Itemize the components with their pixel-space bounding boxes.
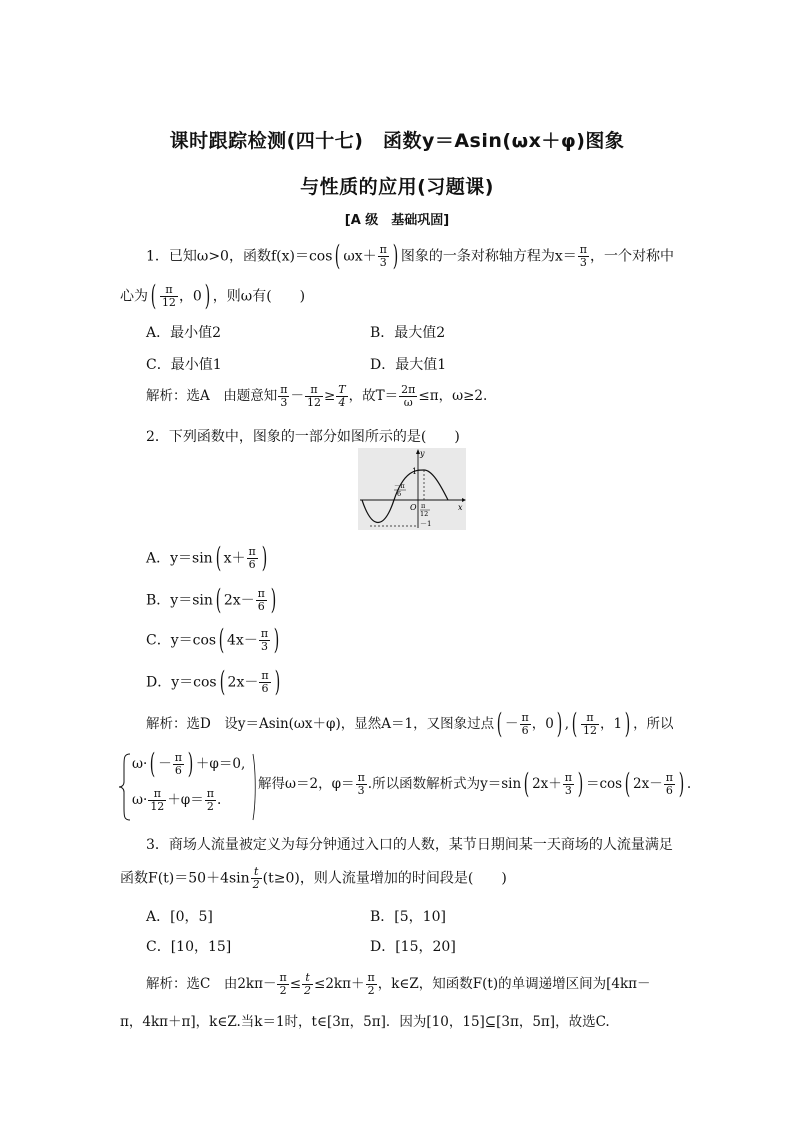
right-tick-den: 12 xyxy=(420,510,429,518)
q3-option-c: C．[10，15] xyxy=(146,939,232,955)
q3-line2: 函数F(t)＝50＋4sin $\frac{t}{2}$ (t≥0)，则人流量增加的时间段是( ) xyxy=(120,865,507,892)
q2-option-d: D．y＝cos( 2x－ $\frac{\pi}{6}$ ) xyxy=(146,665,280,699)
page-subtitle: 与性质的应用(习题课) xyxy=(300,176,494,198)
right-tick-num: π xyxy=(421,502,426,510)
q1-text: ，则ω有( ) xyxy=(212,288,306,305)
q1-option-b: B．最大值2 xyxy=(370,325,446,341)
y-label: y xyxy=(420,449,425,458)
q2-stem: 2．下列函数中，图象的一部分如图所示的是( ) xyxy=(146,429,460,445)
q1-line2: 心为( $\frac{\pi}{12}$ ，0) ，则ω有( ) xyxy=(120,279,306,313)
sine-graph-figure xyxy=(358,448,466,530)
q1-option-a: A．最小值2 xyxy=(146,325,222,341)
q1-text: ωx＋ xyxy=(343,248,377,265)
q3-option-a: A．[0，5] xyxy=(146,909,213,925)
system-brace xyxy=(118,752,132,822)
q1-text: ，0 xyxy=(178,288,202,305)
q3-solution-line1: 解析：选C 由2kπ－ $\frac{\pi}{2}$ ≤ $\frac{t}{2}$ ≤2kπ＋ $\frac{\pi}{2}$ ，k∈Z，知函数F(t)的单调递增区间为[4kπ－ xyxy=(146,971,651,998)
section-level: [A 级 基础巩固] xyxy=(344,213,450,228)
sol-text: ≤π，ω≥2. xyxy=(418,388,488,405)
left-tick-num: －π xyxy=(394,482,405,490)
fraction: $\frac{T}{4}$ xyxy=(338,383,346,410)
q1-option-d: D．最大值1 xyxy=(370,357,447,373)
q1-text: 1．已知ω>0，函数f(x)＝cos xyxy=(146,248,333,265)
top-label: 1 xyxy=(412,467,418,476)
fraction: $\frac{\pi}{3}$ xyxy=(280,383,288,410)
system-eq2: ω· $\frac{\pi}{12}$ ＋φ＝ $\frac{\pi}{2}$ . xyxy=(132,787,222,814)
sol-text: 解析：选A 由题意知 xyxy=(146,388,278,405)
q1-option-c: C．最小值1 xyxy=(146,357,222,373)
q2-solution-line2: 解得ω＝2，φ＝ $\frac{\pi}{3}$ .所以函数解析式为y＝sin( 2x＋ $\frac{\pi}{3}$ ) ＝cos( 2x－ $\frac{\pi}{6}$ ) . xyxy=(258,767,692,801)
q1-solution xyxy=(146,384,706,409)
x-label: x xyxy=(458,503,463,512)
fraction: $\frac{\pi}{12}$ xyxy=(161,283,176,310)
fraction: $\frac{2\pi}{\omega}$ xyxy=(401,383,416,410)
left-tick-den: 6 xyxy=(397,490,402,498)
q2-solution-line1: 解析：选D 设y＝Asin(ωx＋φ)，显然A＝1，又图象过点( － $\frac{\pi}{6}$ ，0) ,( $\frac{\pi}{12}$ ，1) ，所以 xyxy=(146,707,674,741)
q1-line1: 1．已知ω>0，函数f(x)＝cos( ωx＋ $\frac{\pi}{3}$ ) 图象的一条对称轴方程为x＝ $\frac{\pi}{3}$ ，一个对称中 xyxy=(146,239,674,273)
fraction: $\frac{\pi}{12}$ xyxy=(306,383,321,410)
q1-text: 心为 xyxy=(120,288,148,305)
fraction: $\frac{\pi}{3}$ xyxy=(579,243,587,270)
q1-text: 图象的一条对称轴方程为x＝ xyxy=(400,248,577,265)
q2-option-a: A．y＝sin( x＋ $\frac{\pi}{6}$ ) xyxy=(146,541,267,575)
sol-text: ，故T＝ xyxy=(348,388,399,405)
q3-option-b: B．[5，10] xyxy=(370,909,446,925)
q3-option-d: D．[15，20] xyxy=(370,939,456,955)
page-title: 课时跟踪检测(四十七) 函数y＝Asin(ωx＋φ)图象 xyxy=(169,130,625,152)
q3-solution-line2: π，4kπ＋π]，k∈Z.当k＝1时，t∈[3π，5π]．因为[10，15]⊆[3π，5π]，故选C. xyxy=(120,1014,610,1030)
fraction: $\frac{\pi}{3}$ xyxy=(379,243,387,270)
sol-text: ≥ xyxy=(323,388,336,405)
system-eq1: ω·( － $\frac{\pi}{6}$ ) ＋φ＝0, xyxy=(132,747,246,781)
origin-label: O xyxy=(410,503,417,512)
q3-line1: 3．商场人流量被定义为每分钟通过入口的人数，某节日期间某一天商场的人流量满足 xyxy=(146,837,673,853)
q1-text: ，一个对称中 xyxy=(589,248,674,265)
sol-text: － xyxy=(290,388,304,405)
bottom-label: －1 xyxy=(420,520,432,528)
q2-option-c: C．y＝cos( 4x－ $\frac{\pi}{3}$ ) xyxy=(146,623,280,657)
q2-option-b: B．y＝sin( 2x－ $\frac{\pi}{6}$ ) xyxy=(146,583,277,617)
